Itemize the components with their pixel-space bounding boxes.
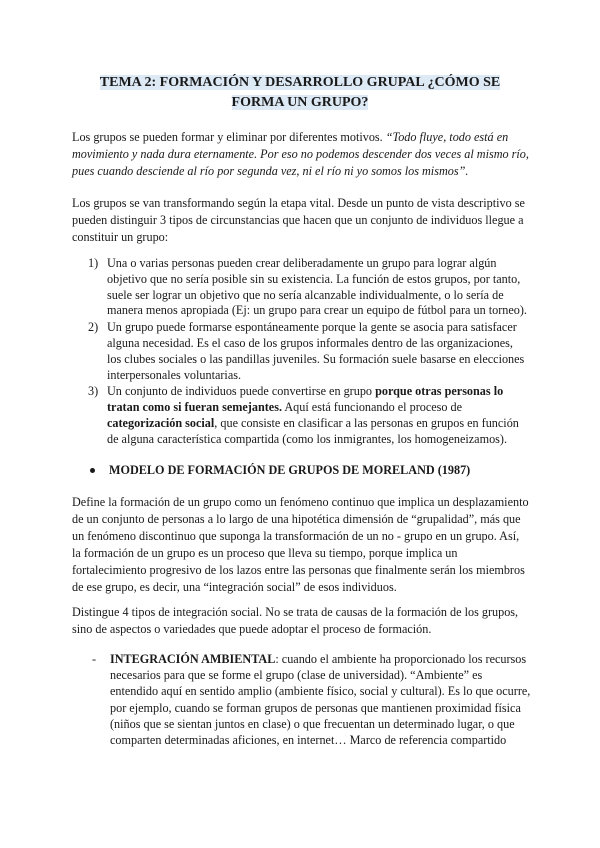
title-line-2: FORMA UN GRUPO?: [231, 95, 369, 110]
list-item-number: 1): [88, 256, 99, 270]
page-title: [72, 73, 528, 113]
bullet-icon: [90, 468, 95, 473]
list-item-text: Una o varias personas pueden crear deliberadamente un grupo para lograr algún objetivo que no sería posible sin su existencia. La función de estos grupos, por tanto, suele ser lograr un objetivo que no sería alcanzable individualmente, o lo sería de manera menos apropiada (Ej: un grupo para crear un equipo de fútbol para un torneo).: [107, 256, 527, 318]
list-item-text-mid: Aquí está funcionando el proceso de: [282, 400, 463, 415]
list-item: [88, 384, 530, 447]
paragraph-moreland: Define la formación de un grupo como un fenómeno continuo que implica un desplazamiento de un conjunto de personas a lo largo de una hipotética dimensión de “grupalidad”, más que un fenómeno discontinuo que suponga la transformación de un no - grupo en un grupo. Así, la formación de un grupo es un proceso que lleva su tiempo, porque implica un fortalecimiento progresivo de los lazos entre las personas que finalmente serán los miembros de ese grupo, es decir, una “integración social” de esos individuos.: [72, 495, 529, 594]
intro-text: Los grupos se pueden formar y eliminar por diferentes motivos.: [72, 130, 383, 144]
intro-paragraph: [72, 129, 530, 180]
list-item-text-pre: Un conjunto de individuos puede convertirse en grupo: [107, 384, 376, 399]
intro-quote: “Todo fluye, todo está en movimiento y nada dura eternamente. Por eso no podemos descender dos veces al mismo río, pues cuando desciende al río por segunda vez, ni el río ni yo somos los mismos”.: [72, 130, 529, 178]
list-item-bold-phrase: porque otras personas lo tratan como si fueran semejantes.: [107, 384, 504, 415]
dash-marker: -: [92, 652, 97, 666]
list-item-number: 3): [88, 384, 99, 399]
paragraph-integration-types: Distingue 4 tipos de integración social. No se trata de causas de la formación de los grupos, sino de aspectos o variedades que puede adoptar el proceso de formación.: [72, 605, 519, 636]
list-item-number: 2): [88, 320, 99, 335]
list-item-bold-term: categorización social: [107, 415, 215, 430]
list-item-text-post: , que consiste en clasificar a las personas en grupos en función de alguna característica compartida (como los inmigrantes, los homogeneizamos).: [107, 415, 519, 446]
list-item: [88, 256, 530, 319]
integration-heading: INTEGRACIÓN AMBIENTAL: [110, 652, 276, 666]
list-item: [88, 320, 530, 383]
circumstances-list: [88, 256, 530, 449]
integration-item: [92, 651, 532, 748]
integration-text: : cuando el ambiente ha proporcionado los recursos necesarios para que se forme el grupo (clase de universidad). “Ambiente” es entendido aquí en sentido amplio (ambiente físico, social y cultural). Es lo que ocurre, por ejemplo, cuando se forman grupos de personas que mantienen proximidad física (niños que se sientan juntos en clase) o que frecuentan un determinado lugar, o que comparten determinadas aficiones, en internet… Marco de referencia compartido: [110, 652, 531, 748]
title-line-1: TEMA 2: FORMACIÓN Y DESARROLLO GRUPAL ¿CÓMO SE: [99, 75, 501, 90]
section-heading: [90, 462, 470, 479]
paragraph-stages: Los grupos se van transformando según la etapa vital. Desde un punto de vista descriptivo se pueden distinguir 3 tipos de circunstancias que hacen que un conjunto de individuos llegue a constituir un grupo:: [72, 196, 525, 244]
section-heading-text: MODELO DE FORMACIÓN DE GRUPOS DE MORELAND (1987): [109, 463, 471, 477]
list-item-text: Un grupo puede formarse espontáneamente porque la gente se asocia para satisfacer alguna necesidad. Es el caso de los grupos informales dentro de las organizaciones, los clubes sociales o las pandillas juveniles. Su formación suele basarse en elecciones interpersonales voluntarias.: [107, 320, 525, 382]
